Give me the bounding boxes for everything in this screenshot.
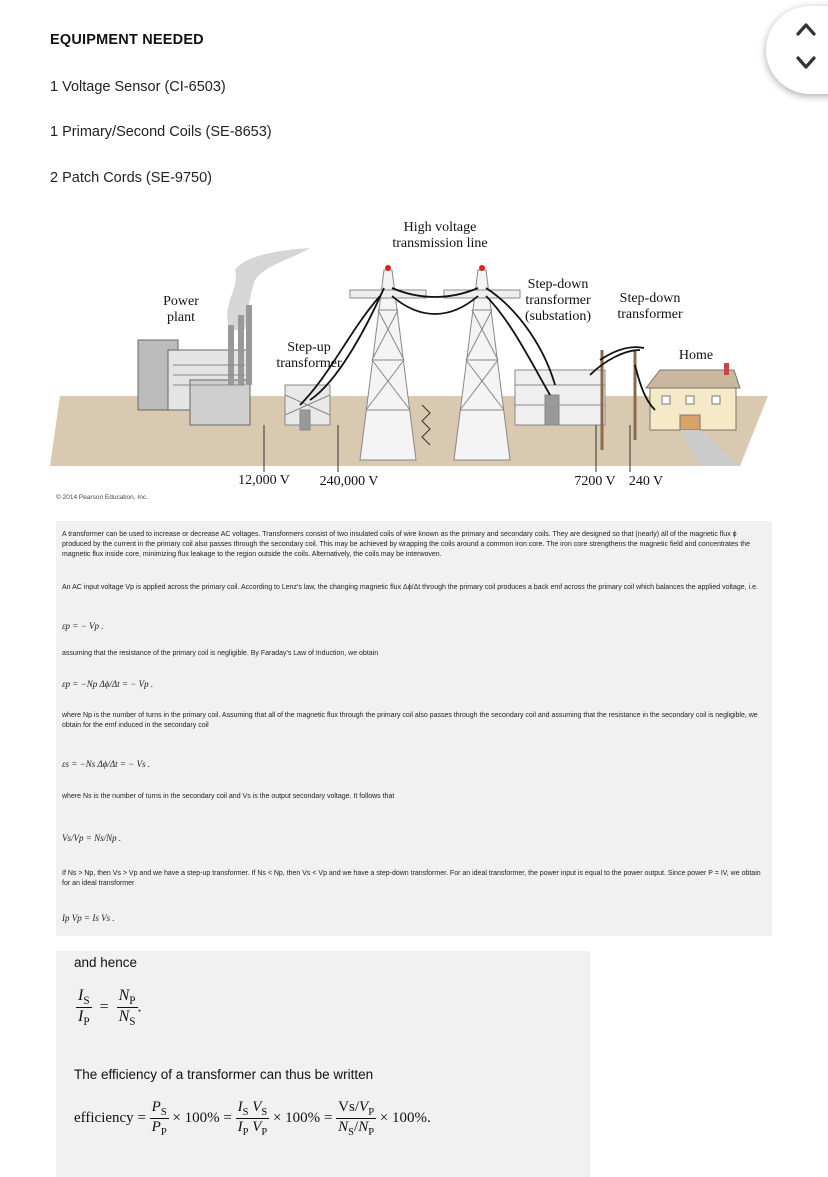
power-distribution-figure [50, 210, 778, 502]
voltage-12000: 12,000 V [238, 473, 290, 488]
label-power-plant: Power plant [163, 294, 199, 325]
equation-efficiency: efficiency = $\frac{P_S}{P_P}$ × 100% = $\frac{I_S V_S}{I_P V_P}$ × 100% = $\frac{Vs/V_P}{N_S/N_P}$ × 100%. [74, 1099, 431, 1138]
copyright-notice: © 2014 Pearson Education, Inc. [56, 494, 148, 501]
equation-secondary-emf: εs = −Ns Δϕ/Δt = − Vs . [62, 759, 151, 769]
label-step-down-substation: Step-down transformer (substation) [524, 277, 592, 324]
paragraph-intro: A transformer can be used to increase or decrease AC voltages. Transformers consist of two insulated coils of wire known as the primary and secondary coils. They are designed so that (nearly) all of the magnetic flux ϕ produced by the current in the primary coil also passes through the secondary coil. This may be achieved by wrapping the coils around a common iron core. The iron core strengthens the magnetic field and concentrates the magnetic flux inside core, minimizing flux leakage to the region outside the coils. Alternatively, the coils may be interwoven. [62, 531, 751, 558]
efficiency-word: efficiency [74, 1109, 134, 1126]
and-hence-text: and hence [74, 955, 138, 970]
equipment-heading: EQUIPMENT NEEDED [50, 32, 204, 48]
equation-current-ratio: $\frac{I_S}{I_P}$ = $\frac{N_P}{N_S}$ . [78, 987, 142, 1029]
paragraph-step-up-down: If Ns > Np, then Vs > Vp and we have a step-up transformer. If Ns < Np, then Vs < Vp and we have a step-down transformer. For an ideal transformer, the power input is equal to the power output. Since power P = IV, we obtain for an ideal transformer [62, 870, 761, 887]
substation-transformer [515, 370, 605, 425]
transformer-theory-box [56, 521, 772, 936]
percent-term-2: × 100% [272, 1109, 321, 1126]
label-step-down-transformer: Step-down transformer [617, 291, 683, 322]
paragraph-secondary-turns: where Ns is the number of turns in the secondary coil and Vs is the output secondary voltage. It follows that [62, 793, 395, 800]
chevron-up-icon[interactable] [796, 22, 816, 36]
equation-voltage-ratio: Vs/Vp = Ns/Np . [62, 833, 122, 843]
percent-term-3: × 100% [379, 1109, 428, 1126]
equation-primary-emf: εp = −Np Δϕ/Δt = − Vp . [62, 679, 154, 689]
label-home: Home [678, 348, 714, 363]
efficiency-box [56, 951, 590, 1177]
paragraph-faraday: assuming that the resistance of the primary coil is negligible. By Faraday's Law of Induction, we obtain [62, 650, 379, 657]
percent-term-1: × 100% [172, 1109, 220, 1126]
equation-back-emf: εp = − Vp . [62, 621, 104, 631]
voltage-7200: 7200 V [574, 474, 616, 489]
equipment-item-coils: 1 Primary/Second Coils (SE-8653) [50, 124, 272, 140]
paragraph-input-voltage: An AC input voltage Vp is applied across the primary coil. According to Lenz's law, the changing magnetic flux Δϕ/Δt through the primary coil produces a back emf across the primary coil which balances the applied voltage, i.e. [62, 584, 758, 591]
page-nav-control [766, 6, 828, 94]
label-step-up-transformer: Step-up transformer [276, 340, 342, 371]
paragraph-primary-turns: where Np is the number of turns in the primary coil. Assuming that all of the magnetic flux through the primary coil also passes through the secondary coil and assuming that the resistance in the secondary coil is negligible, we obtain for the emf induced in the secondary coil [62, 712, 758, 729]
equation-power-balance: Ip Vp = Is Vs . [62, 913, 115, 923]
efficiency-intro-text: The efficiency of a transformer can thus be written [74, 1067, 374, 1082]
tower-light-right [479, 265, 485, 271]
power-grid-illustration [50, 210, 778, 502]
equipment-item-patch-cords: 2 Patch Cords (SE-9750) [50, 170, 212, 186]
chevron-down-icon[interactable] [796, 56, 816, 70]
voltage-240: 240 V [628, 474, 664, 489]
equipment-item-voltage-sensor: 1 Voltage Sensor (CI-6503) [50, 79, 226, 95]
voltage-240000: 240,000 V [319, 474, 379, 489]
label-high-voltage-line: High voltage transmission line [392, 220, 488, 251]
tower-light-left [385, 265, 391, 271]
step-up-transformer [285, 385, 330, 430]
